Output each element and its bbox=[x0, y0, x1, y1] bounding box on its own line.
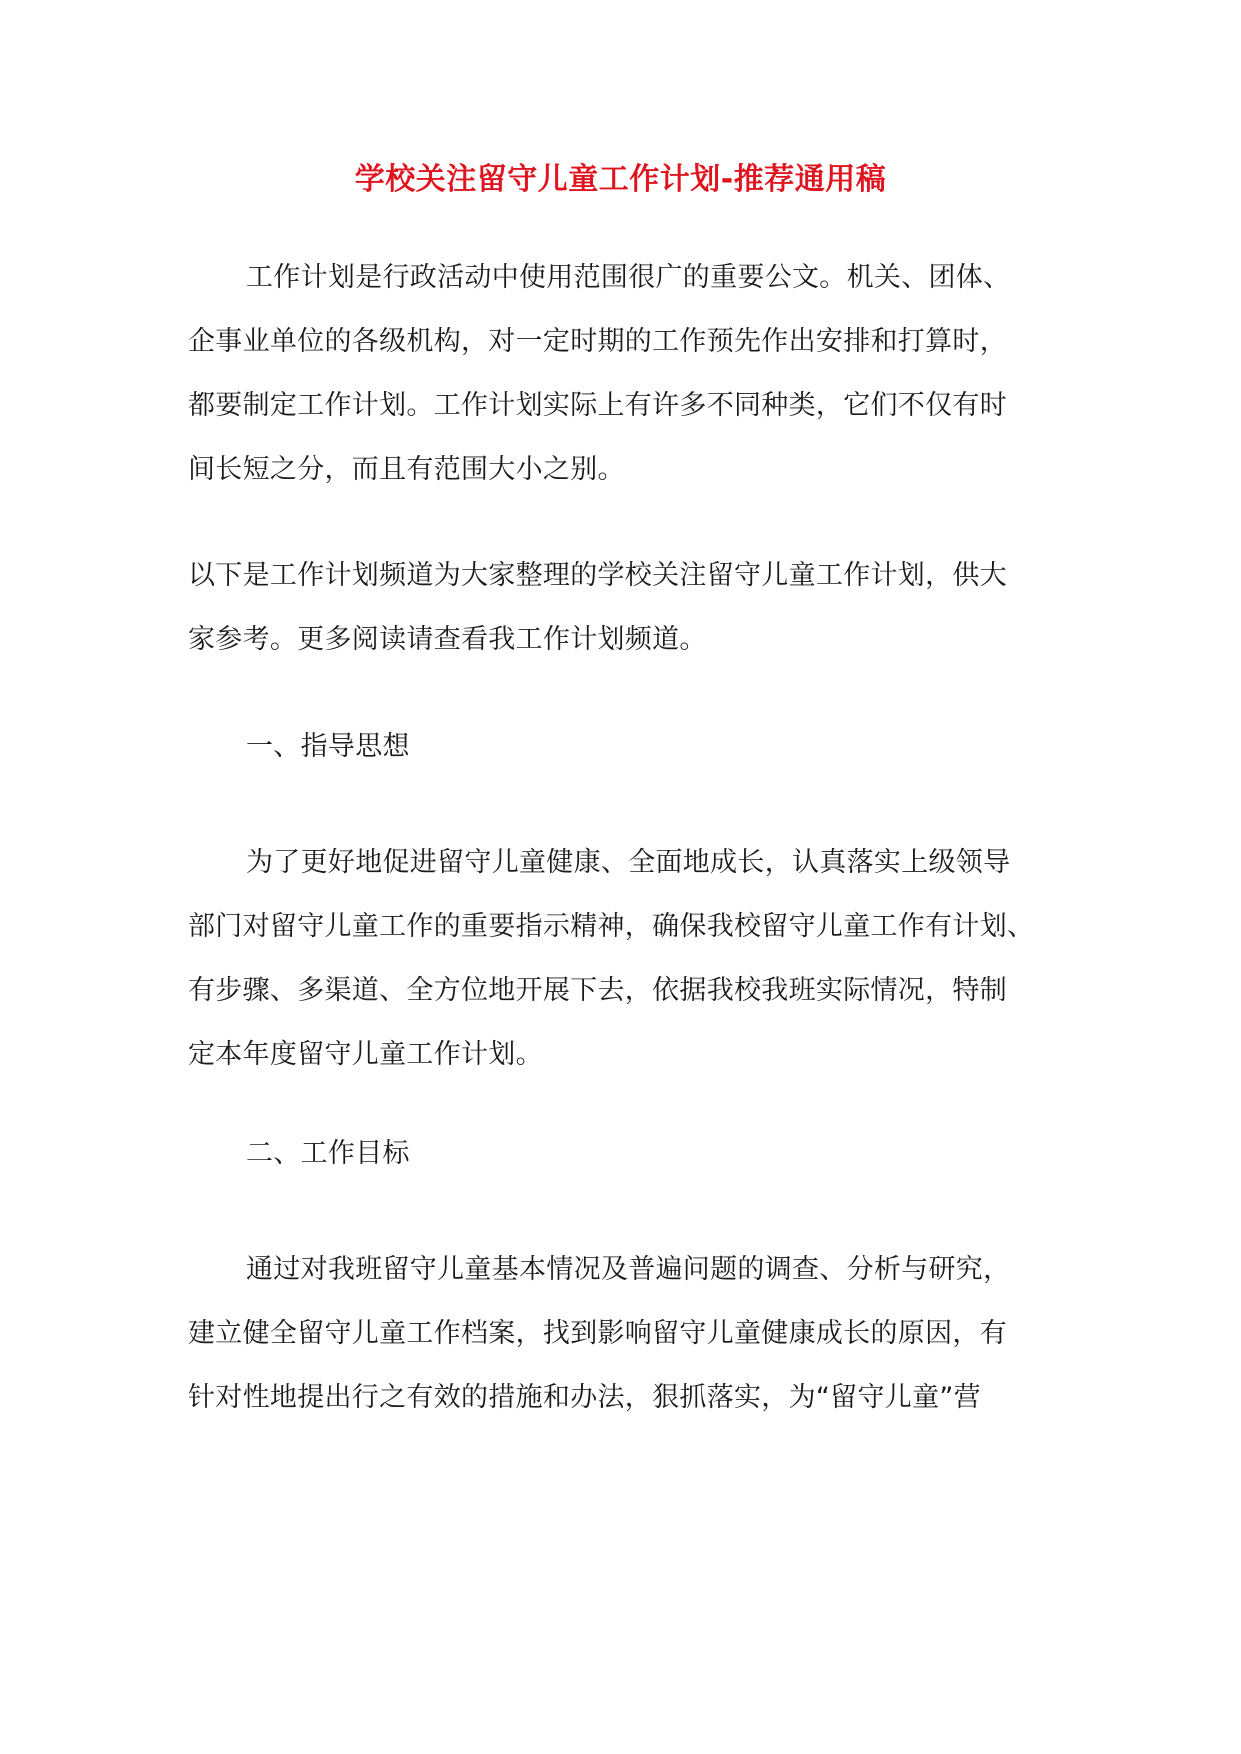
text-line: 企事业单位的各级机构，对一定时期的工作预先作出安排和打算时， bbox=[188, 326, 1007, 357]
section-heading: 二、工作目标 bbox=[246, 1138, 410, 1169]
text-line: 定本年度留守儿童工作计划。 bbox=[188, 1039, 543, 1070]
paragraph-intro bbox=[188, 246, 1068, 502]
section-heading-1 bbox=[188, 715, 1068, 779]
paragraph-goals bbox=[188, 1238, 1068, 1430]
text-line: 建立健全留守儿童工作档案，找到影响留守儿童健康成长的原因，有 bbox=[188, 1318, 1007, 1349]
text-line: 家参考。更多阅读请查看我工作计划频道。 bbox=[188, 624, 707, 655]
text-line: 通过对我班留守儿童基本情况及普遍问题的调查、分析与研究， bbox=[246, 1254, 1011, 1285]
text-line: 都要制定工作计划。工作计划实际上有许多不同种类，它们不仅有时 bbox=[188, 390, 1007, 421]
section-heading-2 bbox=[188, 1122, 1068, 1186]
text-line: 有步骤、多渠道、全方位地开展下去，依据我校我班实际情况，特制 bbox=[188, 975, 1007, 1006]
text-line: 间长短之分，而且有范围大小之别。 bbox=[188, 454, 625, 485]
paragraph-guiding bbox=[188, 831, 1068, 1087]
text-line: 工作计划是行政活动中使用范围很广的重要公文。机关、团体、 bbox=[246, 262, 1011, 293]
document-title: 学校关注留守儿童工作计划-推荐通用稿 bbox=[354, 162, 887, 197]
text-line: 以下是工作计划频道为大家整理的学校关注留守儿童工作计划，供大 bbox=[188, 560, 1007, 591]
paragraph-reference bbox=[188, 544, 1068, 672]
section-heading: 一、指导思想 bbox=[246, 731, 410, 762]
text-line: 部门对留守儿童工作的重要指示精神，确保我校留守儿童工作有计划、 bbox=[188, 911, 1035, 942]
text-line: 针对性地提出行之有效的措施和办法，狠抓落实，为“留守儿童”营 bbox=[188, 1382, 981, 1413]
text-line: 为了更好地促进留守儿童健康、全面地成长，认真落实上级领导 bbox=[246, 847, 1011, 878]
